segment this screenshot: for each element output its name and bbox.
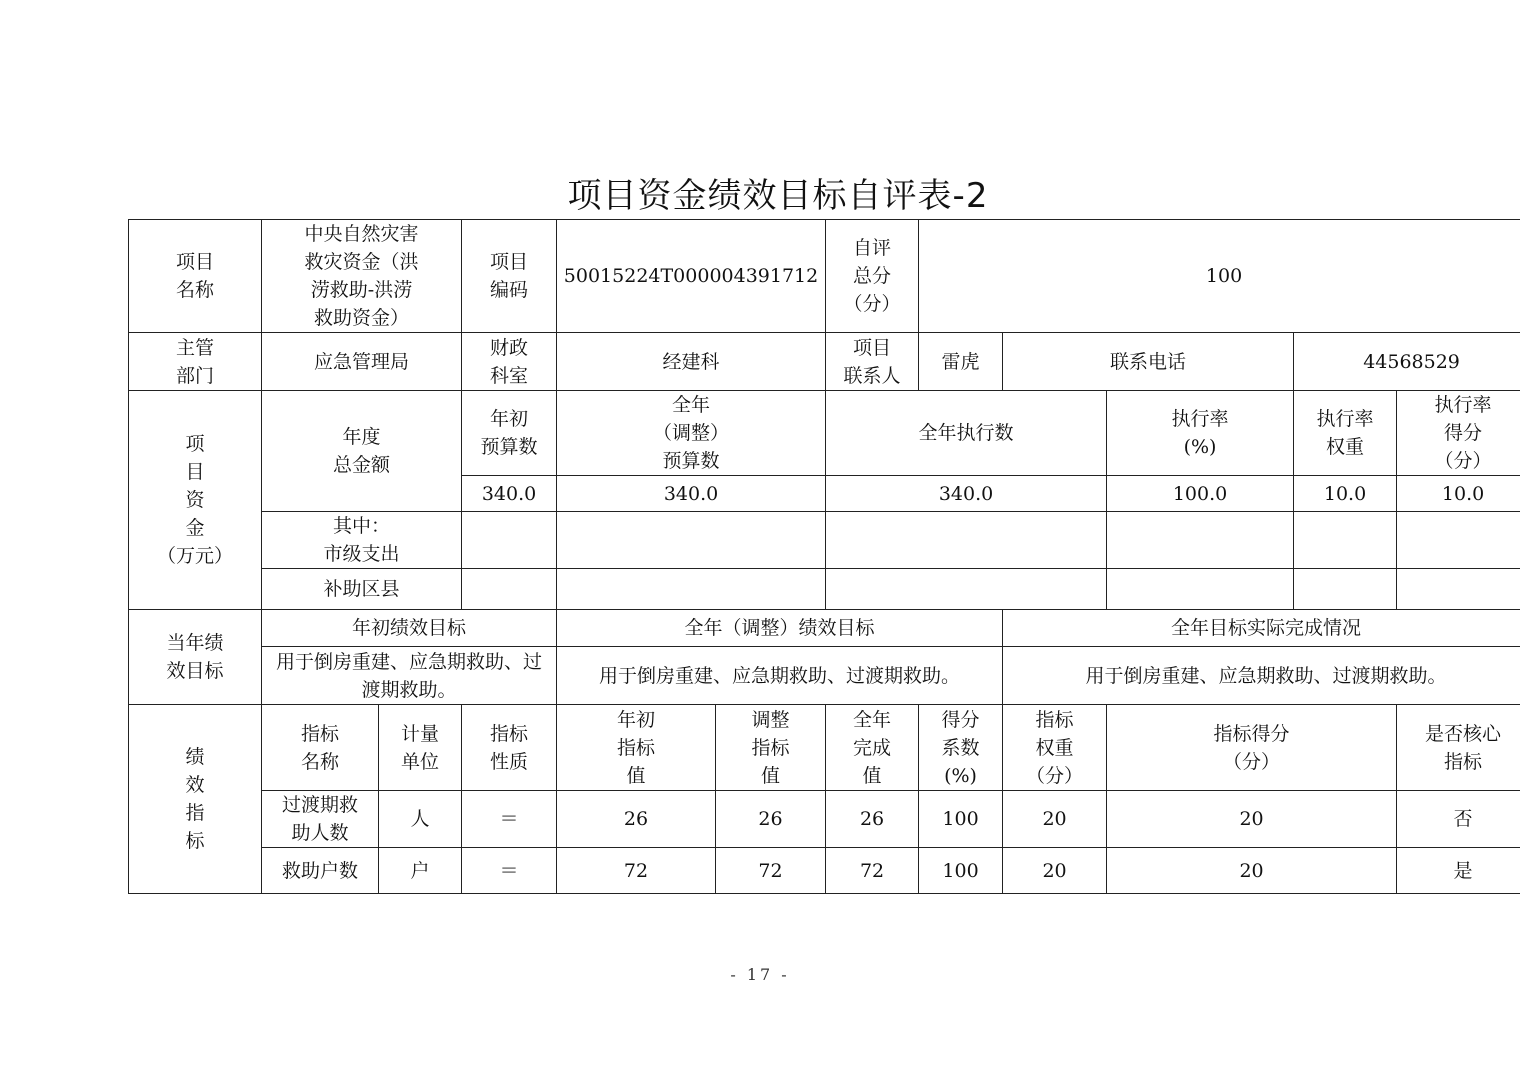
- funds-header-row: [129, 391, 1520, 476]
- city-rate: [1107, 512, 1294, 569]
- cell-text-line: 指标: [751, 736, 790, 759]
- cell-text-line: 总分: [853, 265, 892, 287]
- cell-text-line: 自评: [853, 237, 892, 259]
- cell-text-line: 项目: [853, 336, 892, 359]
- cell-text-line: 是否核心: [1425, 722, 1502, 745]
- cell-text-line: 部门: [175, 364, 214, 387]
- self-score-value: 100: [919, 220, 1520, 333]
- executed-value: 340.0: [826, 476, 1107, 512]
- cell-text-line: 指标: [1035, 708, 1074, 731]
- ind-core: 否: [1397, 791, 1520, 848]
- goals-value-row: [129, 647, 1520, 705]
- ind-score: 20: [1107, 848, 1397, 894]
- funds-city-row: [129, 512, 1520, 569]
- ind-core-header: [1397, 705, 1520, 791]
- city-weight: [1294, 512, 1397, 569]
- ind-coef: 100: [919, 791, 1003, 848]
- ind-nature-header: [462, 705, 557, 791]
- ind-core: 是: [1397, 848, 1520, 894]
- cell-text-line: 年初: [490, 408, 529, 430]
- office-value: 经建科: [557, 333, 826, 391]
- district-subsidy-label: 补助区县: [262, 569, 462, 610]
- actual-goal-value: 用于倒房重建、应急期救助、过渡期救助。: [1003, 647, 1520, 705]
- exec-score-value: 10.0: [1397, 476, 1520, 512]
- project-code-value: 50015224T000004391712: [557, 220, 826, 333]
- table-row: [129, 848, 1520, 894]
- city-initial: [462, 512, 557, 569]
- office-label: [462, 333, 557, 391]
- cell-text-line: 计量: [401, 722, 440, 745]
- cell-text-line: 指标: [490, 722, 529, 745]
- cell-text-line: 救灾资金（洪: [304, 251, 419, 273]
- dept-label: [129, 333, 262, 391]
- ind-name-header: [262, 705, 379, 791]
- ind-nature: ＝: [462, 791, 557, 848]
- district-initial: [462, 569, 557, 610]
- ind-weight: 20: [1003, 791, 1107, 848]
- ind-name: [262, 848, 379, 894]
- cell-text-line: 过渡期救: [281, 794, 358, 816]
- cell-text-line: 年度: [342, 426, 381, 448]
- cell-text-line: 预算数: [480, 436, 538, 458]
- project-name-value: [262, 220, 462, 333]
- cell-text-line: 当年绩: [166, 632, 224, 654]
- ind-initial: 72: [557, 848, 716, 894]
- cell-text-line: 资: [185, 489, 205, 511]
- exec-score-header: [1397, 391, 1520, 476]
- cell-text-line: 完成: [853, 736, 892, 759]
- cell-text-line: 中央自然灾害: [304, 223, 419, 245]
- cell-text-line: 预算数: [662, 450, 720, 472]
- ind-initial-header: [557, 705, 716, 791]
- phone-value: 44568529: [1294, 333, 1520, 391]
- district-executed: [826, 569, 1107, 610]
- cell-text-line: 得分: [1444, 422, 1483, 444]
- table-row: [129, 791, 1520, 848]
- cell-text-line: 得分: [941, 708, 980, 731]
- funds-district-row: [129, 569, 1520, 610]
- cell-text-line: 金: [185, 517, 205, 539]
- contact-label: [826, 333, 919, 391]
- initial-budget-header: [462, 391, 557, 476]
- cell-text-line: 年初: [617, 708, 656, 731]
- cell-text-line: 指: [185, 802, 205, 824]
- exec-rate-header: [1107, 391, 1294, 476]
- info-row-2: [129, 333, 1520, 391]
- exec-weight-header: [1294, 391, 1397, 476]
- ind-adjusted: 26: [716, 791, 826, 848]
- cell-text-line: 标: [185, 830, 205, 852]
- cell-text-line: 效: [185, 774, 205, 796]
- cell-text-line: 执行率: [1434, 394, 1492, 416]
- contact-value: 雷虎: [919, 333, 1003, 391]
- cell-text-line: 用于倒房重建、应急期救助、过: [276, 650, 543, 673]
- cell-text-line: （分）: [1434, 450, 1492, 472]
- cell-text-line: （分）: [1026, 764, 1084, 787]
- ind-nature: ＝: [462, 848, 557, 894]
- cell-text-line: 编码: [490, 279, 529, 301]
- indicators-section-label: [129, 705, 262, 894]
- district-weight: [1294, 569, 1397, 610]
- cell-text-line: 救助资金）: [314, 307, 410, 329]
- adjusted-goal-header: 全年（调整）绩效目标: [557, 610, 1003, 647]
- ind-weight-header: [1003, 705, 1107, 791]
- cell-text-line: 值: [761, 764, 781, 787]
- cell-text-line: 权重: [1035, 736, 1074, 759]
- goals-header-row: [129, 610, 1520, 647]
- cell-text-line: 主管: [175, 336, 214, 359]
- city-expense-label: [262, 512, 462, 569]
- exec-weight-value: 10.0: [1294, 476, 1397, 512]
- initial-budget-value: 340.0: [462, 476, 557, 512]
- evaluation-table: [128, 219, 1520, 894]
- city-score: [1397, 512, 1520, 569]
- cell-text-line: 救助户数: [281, 859, 358, 882]
- cell-text-line: 名称: [300, 750, 339, 773]
- ind-initial: 26: [557, 791, 716, 848]
- ind-coef: 100: [919, 848, 1003, 894]
- cell-text-line: 指标: [300, 722, 339, 745]
- ind-weight: 20: [1003, 848, 1107, 894]
- cell-text-line: 渡期救助。: [361, 678, 457, 701]
- ind-score: 20: [1107, 791, 1397, 848]
- annual-total-label: [262, 391, 462, 512]
- executed-header: 全年执行数: [826, 391, 1107, 476]
- cell-text-line: 目: [185, 461, 205, 483]
- adjusted-budget-value: 340.0: [557, 476, 826, 512]
- cell-text-line: 项: [185, 433, 205, 455]
- actual-goal-header: 全年目标实际完成情况: [1003, 610, 1520, 647]
- page-title: 项目资金绩效目标自评表-2: [567, 176, 989, 216]
- initial-goal-header: 年初绩效目标: [262, 610, 557, 647]
- cell-text-line: 财政: [490, 336, 529, 359]
- cell-text-line: （分）: [843, 293, 901, 315]
- ind-completed-header: [826, 705, 919, 791]
- district-rate: [1107, 569, 1294, 610]
- funds-section-label: [129, 391, 262, 610]
- project-name-label: [129, 220, 262, 333]
- cell-text-line: 名称: [175, 279, 214, 301]
- cell-text-line: 指标: [617, 736, 656, 759]
- cell-text-line: 执行率: [1171, 408, 1229, 430]
- cell-text-line: 值: [626, 764, 646, 787]
- ind-coef-header: [919, 705, 1003, 791]
- phone-label: 联系电话: [1003, 333, 1294, 391]
- adjusted-goal-value: 用于倒房重建、应急期救助、过渡期救助。: [557, 647, 1003, 705]
- ind-unit: 户: [379, 848, 462, 894]
- cell-text-line: （分）: [1223, 750, 1281, 773]
- self-score-label: [826, 220, 919, 333]
- city-executed: [826, 512, 1107, 569]
- cell-text-line: 执行率: [1316, 408, 1374, 430]
- cell-text-line: 项目: [175, 251, 214, 273]
- dept-value: 应急管理局: [262, 333, 462, 391]
- cell-text-line: （调整）: [653, 422, 730, 444]
- page-number: - 17 -: [730, 965, 790, 984]
- exec-rate-value: 100.0: [1107, 476, 1294, 512]
- district-adjusted: [557, 569, 826, 610]
- cell-text-line: 科室: [490, 364, 529, 387]
- cell-text-line: 助人数: [291, 822, 349, 844]
- project-code-label: [462, 220, 557, 333]
- cell-text-line: 单位: [401, 750, 440, 773]
- cell-text-line: 涝救助-洪涝: [310, 279, 413, 301]
- cell-text-line: （万元）: [156, 545, 233, 567]
- cell-text-line: 绩: [185, 746, 205, 768]
- ind-adjusted: 72: [716, 848, 826, 894]
- district-score: [1397, 569, 1520, 610]
- cell-text-line: 项目: [490, 251, 529, 273]
- ind-unit-header: [379, 705, 462, 791]
- cell-text-line: (%): [1183, 436, 1217, 458]
- cell-text-line: 性质: [490, 750, 529, 773]
- ind-score-header: [1107, 705, 1397, 791]
- cell-text-line: 系数: [941, 736, 980, 759]
- cell-text-line: 总金额: [333, 454, 391, 476]
- ind-adjusted-header: [716, 705, 826, 791]
- info-row-1: [129, 220, 1520, 333]
- cell-text-line: 权重: [1326, 436, 1365, 458]
- cell-text-line: (%): [944, 764, 977, 787]
- adjusted-budget-header: [557, 391, 826, 476]
- ind-completed: 26: [826, 791, 919, 848]
- cell-text-line: 效目标: [166, 660, 224, 682]
- ind-unit: 人: [379, 791, 462, 848]
- cell-text-line: 其中：: [333, 515, 391, 537]
- indicators-header-row: [129, 705, 1520, 791]
- cell-text-line: 调整: [751, 708, 790, 731]
- goals-section-label: [129, 610, 262, 705]
- initial-goal-value: [262, 647, 557, 705]
- ind-completed: 72: [826, 848, 919, 894]
- city-adjusted: [557, 512, 826, 569]
- cell-text-line: 市级支出: [323, 543, 400, 565]
- cell-text-line: 全年: [853, 708, 892, 731]
- cell-text-line: 值: [862, 764, 882, 787]
- cell-text-line: 指标: [1444, 750, 1483, 773]
- cell-text-line: 联系人: [843, 364, 901, 387]
- cell-text-line: 全年: [672, 394, 711, 416]
- ind-name: [262, 791, 379, 848]
- cell-text-line: 指标得分: [1213, 722, 1290, 745]
